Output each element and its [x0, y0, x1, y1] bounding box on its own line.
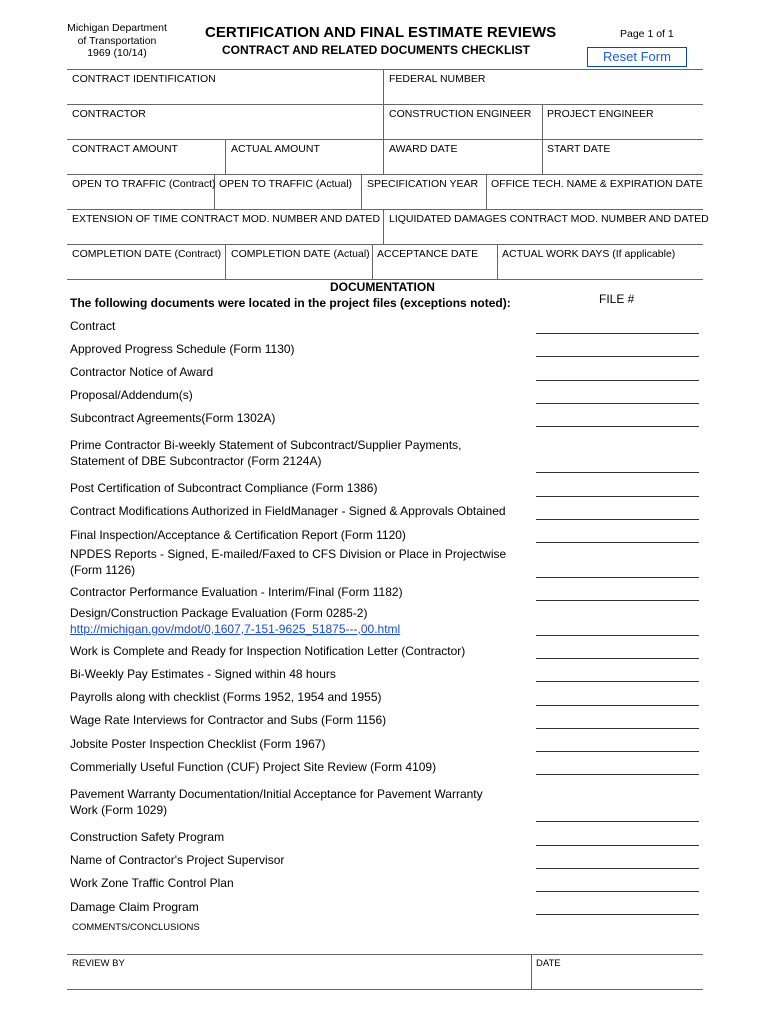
file-number-input[interactable] — [536, 728, 699, 729]
file-number-input[interactable] — [536, 600, 699, 601]
field-extension-time[interactable]: EXTENSION OF TIME CONTRACT MOD. NUMBER AND DATED — [72, 213, 381, 225]
doc-item-subcontract-agreements: Subcontract Agreements(Form 1302A) — [70, 411, 276, 425]
file-number-input[interactable] — [536, 658, 699, 659]
form-subtitle: CONTRACT AND RELATED DOCUMENTS CHECKLIST — [222, 43, 530, 57]
file-number-input[interactable] — [536, 380, 699, 381]
file-number-input[interactable] — [536, 705, 699, 706]
field-acceptance-date[interactable]: ACCEPTANCE DATE — [377, 248, 479, 260]
grid-divider — [225, 244, 226, 279]
field-actual-work-days[interactable]: ACTUAL WORK DAYS (If applicable) — [502, 248, 676, 260]
grid-line — [67, 139, 703, 140]
field-award-date[interactable]: AWARD DATE — [389, 143, 458, 155]
doc-item-traffic-control: Work Zone Traffic Control Plan — [70, 876, 234, 890]
grid-divider — [531, 954, 532, 989]
field-contractor[interactable]: CONTRACTOR — [72, 108, 146, 120]
field-project-engineer[interactable]: PROJECT ENGINEER — [547, 108, 654, 120]
file-number-input[interactable] — [536, 542, 699, 543]
field-contract-identification[interactable]: CONTRACT IDENTIFICATION — [72, 73, 216, 85]
file-number-input[interactable] — [536, 333, 699, 334]
doc-item-project-supervisor: Name of Contractor's Project Supervisor — [70, 853, 285, 867]
field-actual-amount[interactable]: ACTUAL AMOUNT — [231, 143, 320, 155]
grid-line — [67, 69, 703, 70]
doc-item-jobsite-poster: Jobsite Poster Inspection Checklist (Form 1967) — [70, 737, 326, 751]
comments-label: COMMENTS/CONCLUSIONS — [72, 922, 200, 933]
file-number-input[interactable] — [536, 821, 699, 822]
grid-divider — [542, 139, 543, 174]
doc-item-payrolls: Payrolls along with checklist (Forms 1952, 1954 and 1955) — [70, 690, 382, 704]
form-title: CERTIFICATION AND FINAL ESTIMATE REVIEWS — [205, 24, 557, 41]
grid-line — [67, 104, 703, 105]
documentation-heading: DOCUMENTATION — [330, 280, 435, 294]
field-office-tech[interactable]: OFFICE TECH. NAME & EXPIRATION DATE — [491, 178, 703, 190]
doc-item-progress-schedule: Approved Progress Schedule (Form 1130) — [70, 342, 295, 356]
documentation-subheading: The following documents were located in the project files (exceptions noted): — [70, 296, 511, 310]
doc-item-notice-of-award: Contractor Notice of Award — [70, 365, 214, 379]
grid-divider — [486, 174, 487, 209]
field-contract-amount[interactable]: CONTRACT AMOUNT — [72, 143, 178, 155]
file-number-input[interactable] — [536, 519, 699, 520]
field-specification-year[interactable]: SPECIFICATION YEAR — [367, 178, 479, 190]
grid-divider — [497, 244, 498, 279]
reset-form-button[interactable]: Reset Form — [587, 47, 687, 67]
doc-item-final-inspection: Final Inspection/Acceptance & Certification Report (Form 1120) — [70, 528, 406, 542]
grid-divider — [383, 139, 384, 174]
page-indicator: Page 1 of 1 — [620, 28, 674, 40]
file-number-input[interactable] — [536, 403, 699, 404]
doc-item-cuf-review: Commerially Useful Function (CUF) Project Site Review (Form 4109) — [70, 760, 437, 774]
grid-divider — [361, 174, 362, 209]
field-open-traffic-actual[interactable]: OPEN TO TRAFFIC (Actual) — [219, 178, 353, 190]
grid-line — [67, 209, 703, 210]
file-number-input[interactable] — [536, 472, 699, 473]
field-open-traffic-contract[interactable]: OPEN TO TRAFFIC (Contract) — [72, 178, 216, 190]
file-number-input[interactable] — [536, 426, 699, 427]
grid-divider — [225, 139, 226, 174]
file-number-input[interactable] — [536, 868, 699, 869]
form-number: 1969 (10/14) — [87, 47, 147, 59]
doc-item-post-certification: Post Certification of Subcontract Compliance (Form 1386) — [70, 481, 378, 495]
file-number-input[interactable] — [536, 845, 699, 846]
doc-item-inspection-notification: Work is Complete and Ready for Inspection Notification Letter (Contractor) — [70, 644, 466, 658]
field-construction-engineer[interactable]: CONSTRUCTION ENGINEER — [389, 108, 532, 120]
field-start-date[interactable]: START DATE — [547, 143, 611, 155]
doc-item-design-evaluation: Design/Construction Package Evaluation (Form 0285-2) http://michigan.gov/mdot/0,1607,7-151-9625_51875---,00.html — [70, 606, 401, 636]
doc-item-performance-evaluation: Contractor Performance Evaluation - Interim/Final (Form 1182) — [70, 585, 403, 599]
doc-item-wage-rate-interviews: Wage Rate Interviews for Contractor and Subs (Form 1156) — [70, 713, 387, 727]
grid-divider — [383, 209, 384, 244]
file-number-input[interactable] — [536, 356, 699, 357]
review-by-field[interactable]: REVIEW BY — [72, 958, 125, 969]
agency-line-2: of Transportation — [77, 34, 157, 47]
doc-item-npdes-reports: NPDES Reports - Signed, E-mailed/Faxed to CFS Division or Place in Projectwise (Form 1126) — [70, 547, 507, 577]
field-completion-contract[interactable]: COMPLETION DATE (Contract) — [72, 248, 222, 260]
file-number-input[interactable] — [536, 914, 699, 915]
file-number-input[interactable] — [536, 577, 699, 578]
doc-item-contract-modifications: Contract Modifications Authorized in FieldManager - Signed & Approvals Obtained — [70, 504, 506, 518]
file-number-input[interactable] — [536, 681, 699, 682]
field-completion-actual[interactable]: COMPLETION DATE (Actual) — [231, 248, 370, 260]
field-federal-number[interactable]: FEDERAL NUMBER — [389, 73, 486, 85]
grid-divider — [372, 244, 373, 279]
doc-item-damage-claim: Damage Claim Program — [70, 900, 199, 914]
doc-item-proposal: Proposal/Addendum(s) — [70, 388, 193, 402]
grid-line — [67, 989, 703, 990]
doc-item-prime-contractor-statement: Prime Contractor Bi-weekly Statement of Subcontract/Supplier Payments, Statement of DBE Subcontractor (Form 2124A) — [70, 438, 462, 468]
grid-line — [67, 244, 703, 245]
file-number-input[interactable] — [536, 635, 699, 636]
grid-line — [67, 174, 703, 175]
file-number-input[interactable] — [536, 496, 699, 497]
file-number-input[interactable] — [536, 891, 699, 892]
grid-divider — [542, 104, 543, 139]
file-number-input[interactable] — [536, 774, 699, 775]
grid-divider — [383, 104, 384, 139]
doc-item-pavement-warranty: Pavement Warranty Documentation/Initial Acceptance for Pavement Warranty Work (Form 1029) — [70, 787, 483, 817]
grid-line — [67, 954, 703, 955]
file-number-input[interactable] — [536, 751, 699, 752]
design-evaluation-link[interactable]: http://michigan.gov/mdot/0,1607,7-151-9625_51875---,00.html — [70, 622, 401, 636]
grid-divider — [383, 69, 384, 104]
field-liquidated-damages[interactable]: LIQUIDATED DAMAGES CONTRACT MOD. NUMBER AND DATED — [389, 213, 709, 225]
agency-line-1: Michigan Department — [67, 22, 167, 34]
doc-item-contract: Contract — [70, 319, 116, 333]
file-number-label: FILE # — [599, 292, 635, 306]
agency-block — [62, 22, 172, 60]
doc-item-pay-estimates: Bi-Weekly Pay Estimates - Signed within 48 hours — [70, 667, 336, 681]
date-field[interactable]: DATE — [536, 958, 561, 969]
doc-item-safety-program: Construction Safety Program — [70, 830, 225, 844]
